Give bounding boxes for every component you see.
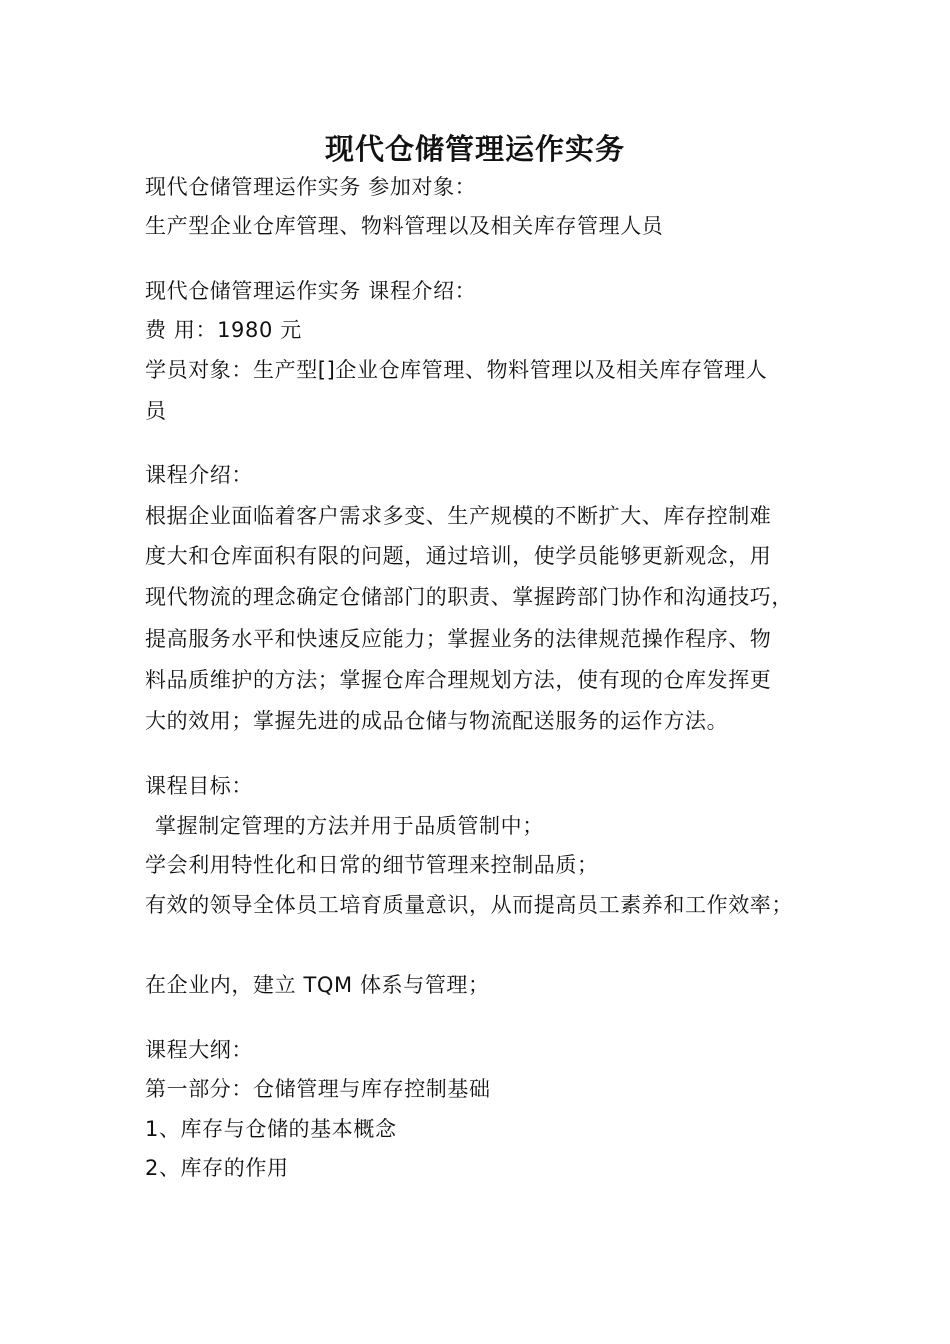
participants-text: 生产型企业仓库管理、物料管理以及相关库存管理人员 bbox=[145, 214, 664, 238]
course-intro-heading: 现代仓储管理运作实务 课程介绍： bbox=[145, 279, 477, 303]
outline-part: 第一部分：仓储管理与库存控制基础 bbox=[145, 1077, 491, 1101]
outline-item: 2、库存的作用 bbox=[145, 1156, 289, 1180]
outline-item: 1、库存与仓储的基本概念 bbox=[145, 1117, 397, 1141]
intro-paragraph-line: 提高服务水平和快速反应能力；掌握业务的法律规范操作程序、物 bbox=[145, 627, 772, 651]
goal-item: 掌握制定管理的方法并用于品质管制中； bbox=[155, 814, 544, 838]
intro-paragraph-line: 度大和仓库面积有限的问题，通过培训，使学员能够更新观念，用 bbox=[145, 544, 772, 568]
intro-paragraph-line: 料品质维护的方法；掌握仓库合理规划方法，使有现的仓库发挥更 bbox=[145, 668, 772, 692]
document-title: 现代仓储管理运作实务 bbox=[324, 132, 625, 166]
intro-paragraph-line: 根据企业面临着客户需求多变、生产规模的不断扩大、库存控制难 bbox=[145, 504, 772, 528]
goal-item: 学会利用特性化和日常的细节管理来控制品质； bbox=[145, 853, 599, 877]
goals-heading: 课程目标： bbox=[145, 774, 253, 798]
trainees-line: 学员对象：生产型[]企业仓库管理、物料管理以及相关库存管理人 bbox=[145, 358, 768, 382]
intro-paragraph-line: 现代物流的理念确定仓储部门的职责、掌握跨部门协作和沟通技巧， bbox=[145, 585, 793, 609]
trainees-line-continued: 员 bbox=[145, 399, 167, 423]
outline-heading: 课程大纲： bbox=[145, 1038, 253, 1062]
goal-item: 有效的领导全体员工培育质量意识，从而提高员工素养和工作效率； bbox=[145, 893, 793, 917]
intro-heading: 课程介绍： bbox=[145, 463, 253, 487]
participants-heading: 现代仓储管理运作实务 参加对象： bbox=[145, 175, 477, 199]
intro-paragraph-line: 大的效用；掌握先进的成品仓储与物流配送服务的运作方法。 bbox=[145, 709, 729, 733]
goal-item: 在企业内，建立 TQM 体系与管理； bbox=[145, 973, 490, 997]
fee-line: 费 用：1980 元 bbox=[145, 318, 302, 342]
